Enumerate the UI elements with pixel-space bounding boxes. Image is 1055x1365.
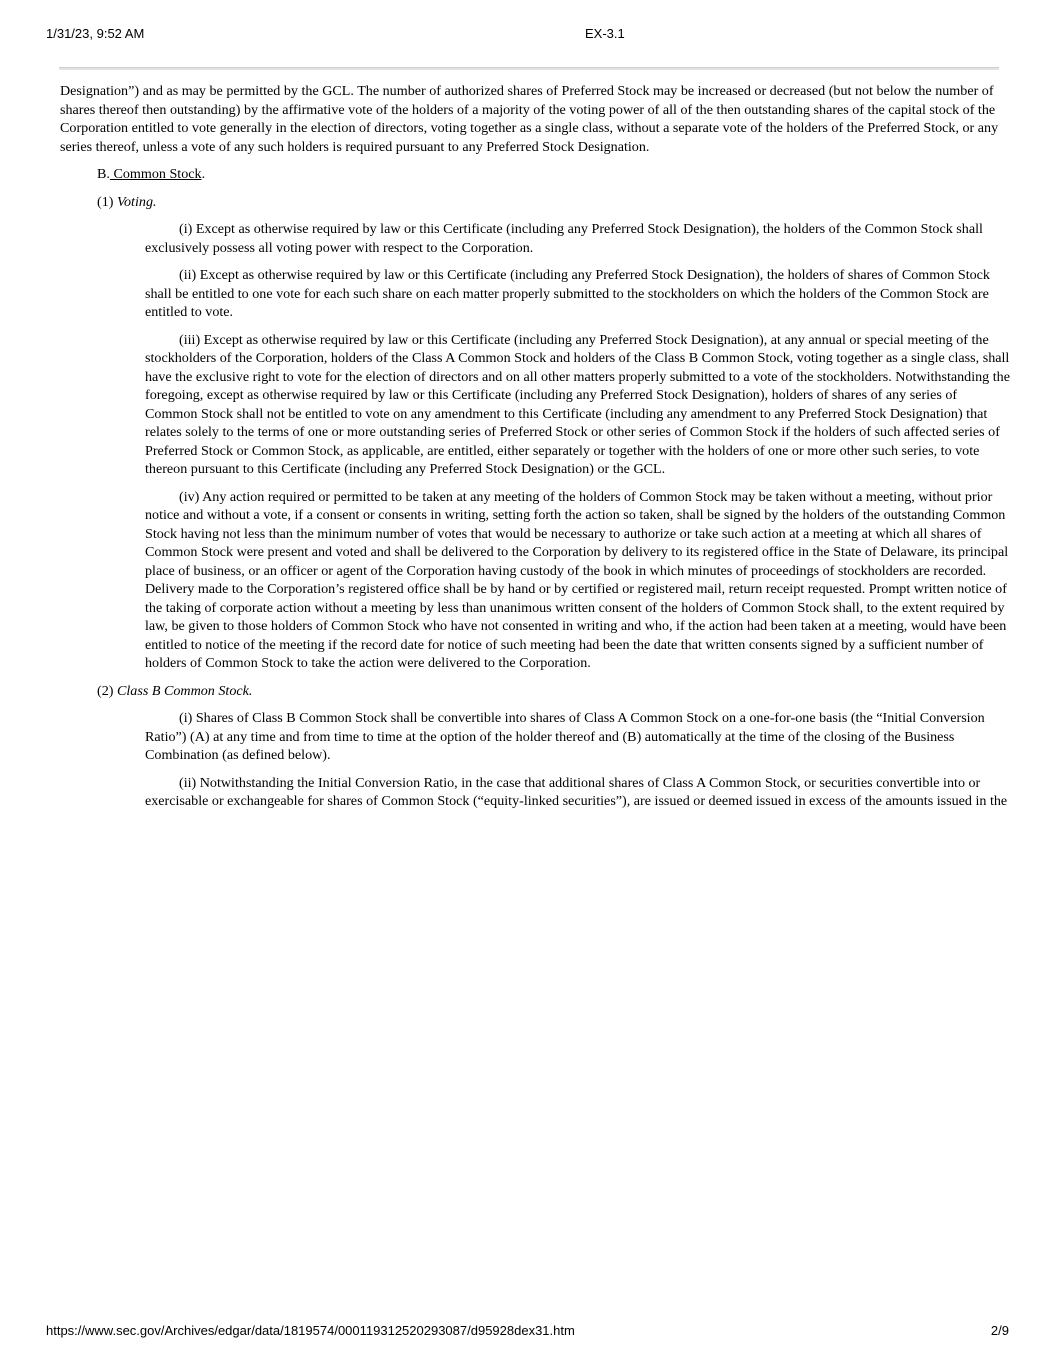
voting-clause-i: (i) Except as otherwise required by law or this Certificate (including any Preferred Stock Designation), the holders of the Common Stock shall exclusively possess all voting power with respect to the Corporation.	[145, 221, 983, 256]
print-title: EX-3.1	[585, 26, 625, 41]
class-b-number: (2)	[97, 682, 117, 699]
voting-number: (1)	[97, 193, 117, 210]
section-b-suffix: .	[201, 166, 206, 182]
voting-title: Voting.	[116, 193, 157, 210]
print-page-number: 2/9	[990, 1323, 1009, 1338]
print-url: https://www.sec.gov/Archives/edgar/data/1819574/000119312520293087/d95928dex31.htm	[46, 1323, 575, 1338]
class-b-heading	[60, 682, 1010, 701]
class-b-title: Class B Common Stock.	[116, 682, 253, 699]
class-b-clause-i: (i) Shares of Class B Common Stock shall be convertible into shares of Class A Common Stock on a one-for-one basis (the “Initial Conversion Ratio”) (A) at any time and from time to time at the option of the holder thereof and (B) automatically at the time of the closing of the Business Combination (as defined below).	[145, 710, 985, 763]
section-b-heading	[60, 165, 1010, 184]
horizontal-rule	[59, 67, 999, 70]
document-body	[60, 82, 1010, 820]
voting-heading	[60, 193, 1010, 212]
class-b-clause-ii: (ii) Notwithstanding the Initial Conversion Ratio, in the case that additional shares of Class A Common Stock, or securities convertible into or exercisable or exchangeable for shares of Common Stock (“equity-linked securities”), are issued or deemed issued in excess of the amounts issued in the	[145, 774, 1008, 809]
print-datetime: 1/31/23, 9:52 AM	[46, 26, 145, 41]
intro-paragraph: Designation”) and as may be permitted by the GCL. The number of authorized shares of Preferred Stock may be increased or decreased (but not below the number of shares thereof then outstanding) by the affirmative vote of the holders of a majority of the voting power of all of the then outstanding shares of the capital stock of the Corporation entitled to vote generally in the election of directors, voting together as a single class, without a separate vote of the holders of the Preferred Stock, or any series thereof, unless a vote of any such holders is required pursuant to any Preferred Stock Designation.	[60, 83, 999, 155]
voting-clause-iii: (iii) Except as otherwise required by law or this Certificate (including any Preferred Stock Designation), at any annual or special meeting of the stockholders of the Corporation, holders of the Class A Common Stock and holders of the Class B Common Stock, voting together as a single class, shall have the exclusive right to vote for the election of directors and on all other matters properly submitted to a vote of the stockholders. Notwithstanding the foregoing, except as otherwise required by law or this Certificate (including any Preferred Stock Designation), holders of shares of any series of Common Stock shall not be entitled to vote on any amendment to this Certificate (including any amendment to any Preferred Stock Designation) that relates solely to the terms of one or more outstanding series of Preferred Stock or other series of Common Stock if the holders of such affected series of Preferred Stock or Common Stock, as applicable, are entitled, either separately or together with the holders of one or more other such series, to vote thereon pursuant to this Certificate (including any Preferred Stock Designation) or the GCL.	[145, 331, 1010, 477]
browser-print-header	[0, 26, 1055, 42]
section-b-title: Common Stock	[109, 166, 202, 182]
section-b-prefix: B.	[97, 166, 110, 182]
browser-print-footer	[0, 1323, 1055, 1339]
voting-clause-iv: (iv) Any action required or permitted to be taken at any meeting of the holders of Common Stock may be taken without a meeting, without prior notice and without a vote, if a consent or consents in writing, setting forth the action so taken, shall be signed by the holders of the outstanding Common Stock having not less than the minimum number of votes that would be necessary to authorize or take such action at a meeting at which all shares of Common Stock were present and voted and shall be delivered to the Corporation by delivery to its registered office in the State of Delaware, its principal place of business, or an officer or agent of the Corporation having custody of the book in which minutes of proceedings of stockholders are recorded. Delivery made to the Corporation’s registered office shall be by hand or by certified or registered mail, return receipt requested. Prompt written notice of the taking of corporate action without a meeting by less than unanimous written consent of the holders of Common Stock shall, to the extent required by law, be given to those holders of Common Stock who have not consented in writing and who, if the action had been taken at a meeting, would have been entitled to notice of the meeting if the record date for notice of such meeting had been the date that written consents signed by a sufficient number of holders of Common Stock to take the action were delivered to the Corporation.	[145, 488, 1009, 671]
voting-clause-ii: (ii) Except as otherwise required by law or this Certificate (including any Preferred Stock Designation), the holders of shares of Common Stock shall be entitled to one vote for each such share on each matter properly submitted to the stockholders on which the holders of the Common Stock are entitled to vote.	[145, 267, 990, 320]
